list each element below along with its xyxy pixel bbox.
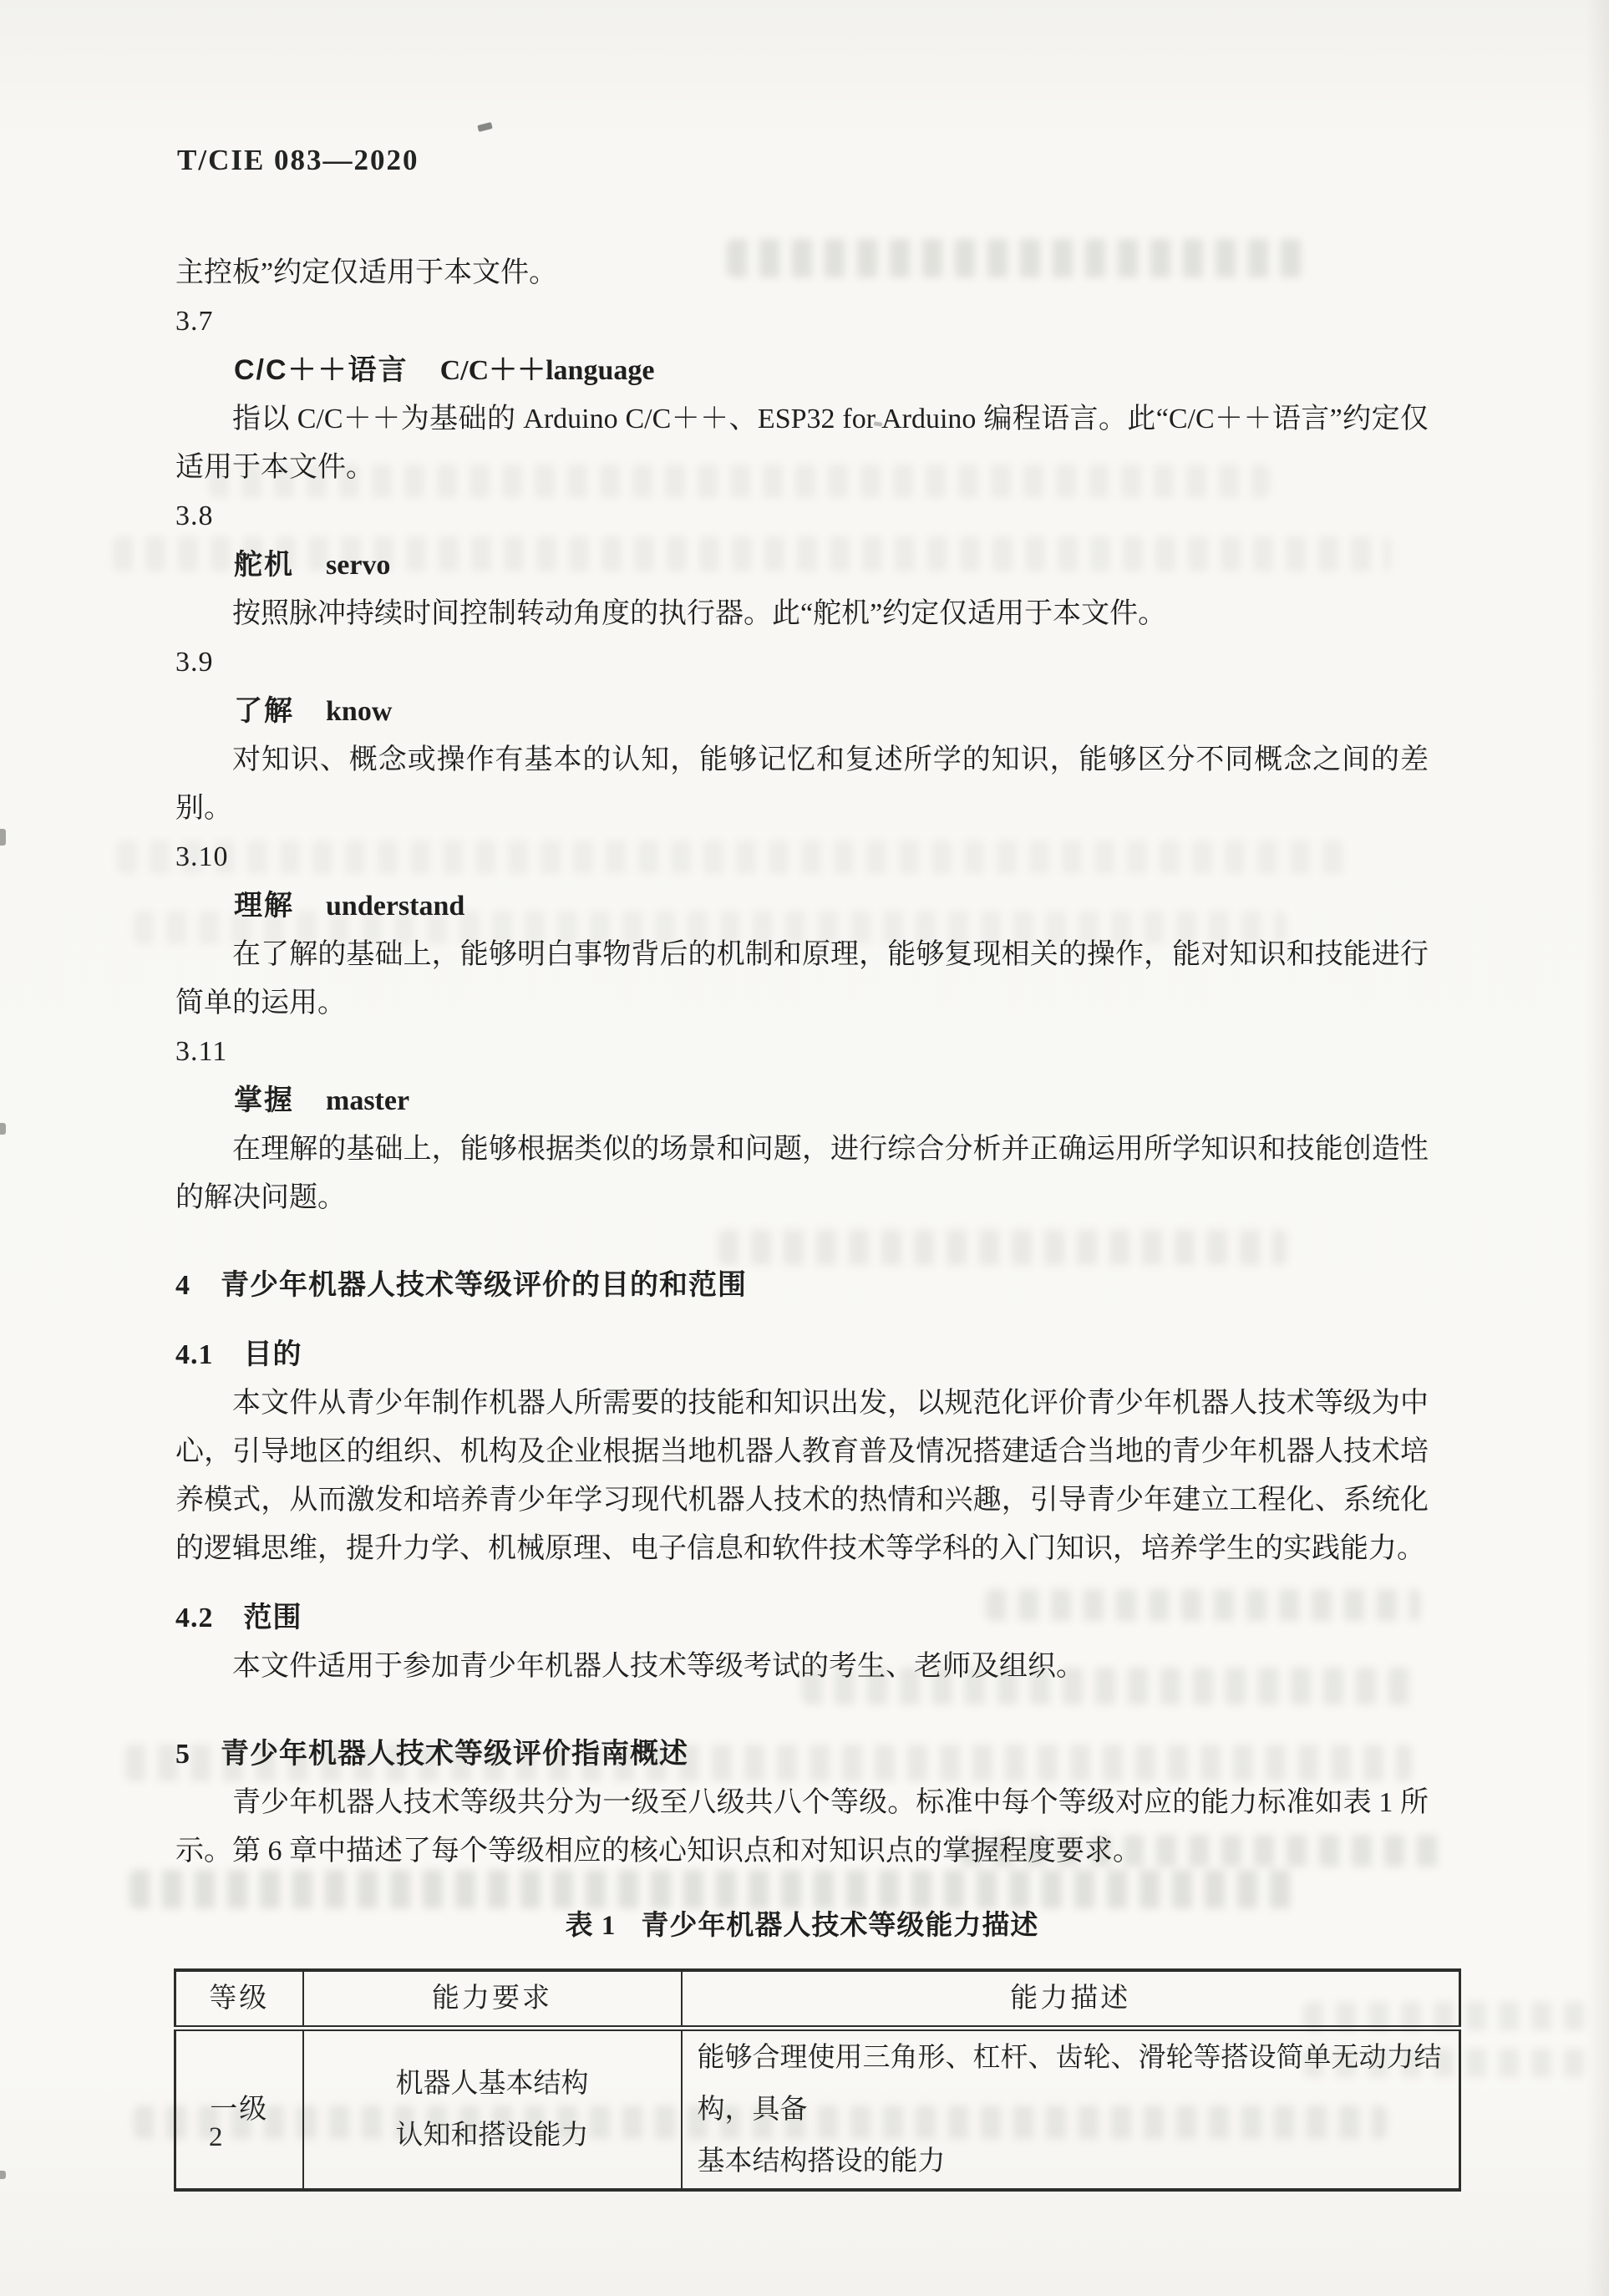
table-caption-title: 青少年机器人技术等级能力描述 xyxy=(641,1909,1039,1940)
document-body xyxy=(175,249,1442,2192)
term-entry xyxy=(175,541,1429,590)
term-english: master xyxy=(326,1085,410,1116)
term-english: understand xyxy=(326,891,465,922)
description-line: 能够合理使用三角形、杠杆、齿轮、滑轮等搭设简单无动力结构，具备 xyxy=(697,2043,1442,2125)
term-english: know xyxy=(326,696,393,727)
section-number: 4 xyxy=(175,1270,190,1301)
section-number: 4.2 xyxy=(175,1603,214,1633)
table-caption xyxy=(175,1904,1429,1947)
level-cell: 一级 xyxy=(175,2029,303,2191)
scan-edge-artifact xyxy=(0,1123,6,1135)
term-entry xyxy=(175,687,1429,736)
pen-mark-artifact xyxy=(477,122,492,132)
section-5-paragraph: 青少年机器人技术等级共分为一级至八级共八个等级。标准中每个等级对应的能力标准如表 1 所示。第 6 章中描述了每个等级相应的核心知识点和对知识点的掌握程度要求。 xyxy=(175,1787,1429,1867)
section-number: 4.1 xyxy=(175,1339,214,1370)
term-english: C/C＋＋language xyxy=(439,355,655,386)
page-number: 2 xyxy=(209,2122,223,2152)
clause-number: 3.8 xyxy=(175,500,214,531)
term-definition: 在理解的基础上，能够根据类似的场景和问题，进行综合分析并正确运用所学知识和技能创造性的解决问题。 xyxy=(175,1134,1429,1213)
term-chinese: 舵机 xyxy=(234,549,294,581)
term-definition: 指以 C/C＋＋为基础的 Arduino C/C＋＋、ESP32 for Arduino 编程语言。此“C/C＋＋语言”约定仅适用于本文件。 xyxy=(175,404,1429,483)
scan-edge-artifact xyxy=(0,829,6,846)
term-definition: 按照脉冲持续时间控制转动角度的执行器。此“舵机”约定仅适用于本文件。 xyxy=(232,598,1167,629)
section-title: 青少年机器人技术等级评价指南概述 xyxy=(221,1738,688,1770)
table-caption-label: 表 1 xyxy=(565,1911,617,1941)
clause-number: 3.9 xyxy=(175,647,214,678)
requirement-cell xyxy=(303,2029,682,2191)
section-title: 目的 xyxy=(243,1338,302,1370)
term-entry xyxy=(175,346,1429,395)
section-4-heading xyxy=(175,1261,1429,1310)
description-cell xyxy=(682,2029,1460,2191)
section-4-1-heading xyxy=(175,1330,1429,1379)
section-4-1-paragraph: 本文件从青少年制作机器人所需要的技能和知识出发，以规范化评价青少年机器人技术等级为中心，引导地区的组织、机构及企业根据当地机器人教育普及情况搭建适合当地的青少年机器人技术培养模式，从而激发和培养青少年学习现代机器人技术的热情和兴趣，引导青少年建立工程化、系统化的逻辑思维，提升力学、机械原理、电子信息和软件技术等学科的入门知识，培养学生的实践能力。 xyxy=(175,1388,1429,1564)
section-4-2-paragraph: 本文件适用于参加青少年机器人技术等级考试的考生、老师及组织。 xyxy=(232,1651,1084,1682)
definition-continuation-text: 主控板”约定仅适用于本文件。 xyxy=(175,257,558,288)
table-row xyxy=(175,2029,1460,2191)
term-definition: 在了解的基础上，能够明白事物背后的机制和原理，能够复现相关的操作，能对知识和技能进行简单的运用。 xyxy=(175,939,1429,1018)
section-4-2-heading xyxy=(175,1593,1429,1643)
section-title: 范围 xyxy=(243,1602,302,1633)
section-number: 5 xyxy=(175,1739,190,1770)
capability-level-table xyxy=(174,1968,1461,2192)
document-code-header: T/CIE 083—2020 xyxy=(177,144,419,176)
column-header-description: 能力描述 xyxy=(682,1970,1460,2029)
term-english: servo xyxy=(326,550,391,581)
term-chinese: C/C＋＋语言 xyxy=(234,354,409,386)
description-line: 基本结构搭设的能力 xyxy=(697,2146,946,2177)
term-entry xyxy=(175,881,1429,931)
term-chinese: 掌握 xyxy=(234,1085,294,1116)
clause-number: 3.10 xyxy=(175,841,229,872)
column-header-level: 等级 xyxy=(175,1970,303,2029)
term-chinese: 理解 xyxy=(234,890,294,922)
section-5-heading xyxy=(175,1730,1429,1779)
table-header-row xyxy=(175,1970,1460,2029)
clause-number: 3.7 xyxy=(175,306,214,337)
clause-number: 3.11 xyxy=(175,1036,228,1067)
term-definition: 对知识、概念或操作有基本的认知，能够记忆和复述所学的知识，能够区分不同概念之间的差别。 xyxy=(175,744,1429,824)
scan-edge-artifact xyxy=(0,2171,6,2179)
column-header-requirement: 能力要求 xyxy=(303,1970,682,2029)
requirement-line: 机器人基本结构 xyxy=(395,2069,589,2099)
term-chinese: 了解 xyxy=(234,695,294,727)
section-title: 青少年机器人技术等级评价的目的和范围 xyxy=(221,1269,747,1301)
term-entry xyxy=(175,1076,1429,1125)
requirement-line: 认知和搭设能力 xyxy=(395,2121,589,2151)
